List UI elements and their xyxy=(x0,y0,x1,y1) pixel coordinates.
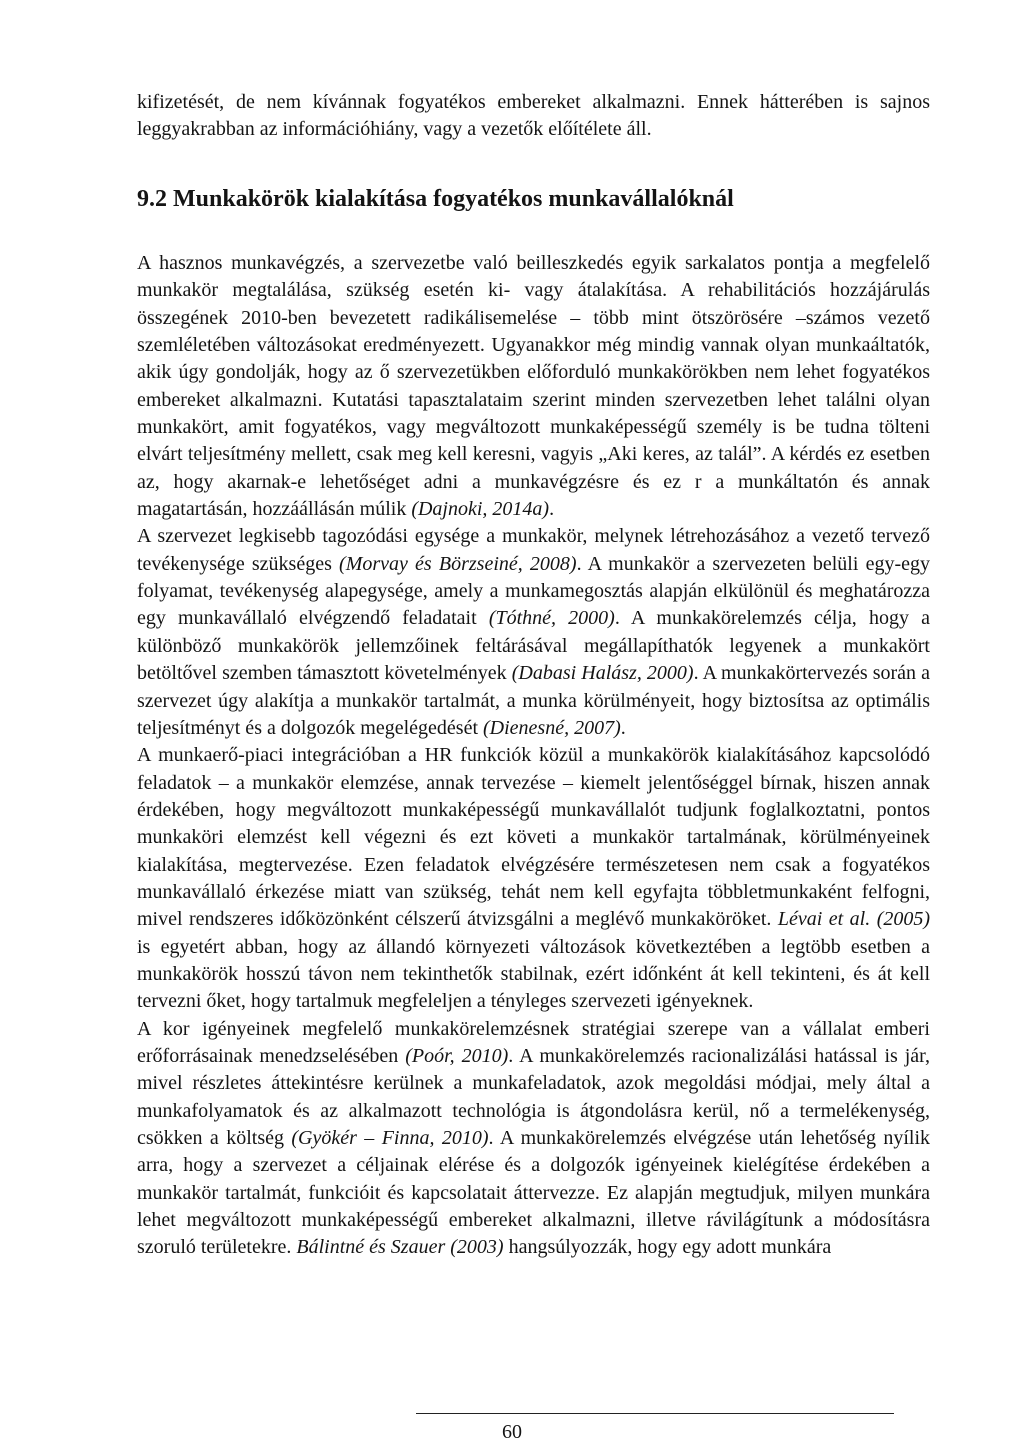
citation: (Poór, 2010) xyxy=(405,1044,509,1067)
text-run: . xyxy=(620,716,626,739)
text-run: . A munkakörelemzés célja, hogy a különböző munkakörök jellemzőinek feltárásával megállapíthatók legyenek a munkakört betöltővel szemben támasztott követelmények xyxy=(137,607,930,685)
text-run: . A munkakörelemzés elvégzése után lehetőség nyílik arra, hogy a szervezet a céljainak elérése és a dolgozók igényeinek kielégítése érdekében a munkakör tartalmát, funkcióit és kapcsolatait áttervezze. Ez alapján megtudjuk, milyen munkára lehet megváltozott munkaképességű embereket alkalmazni, illetve rávilágítunk a módosításra szoruló területekre. xyxy=(137,1127,931,1259)
footnote-divider xyxy=(416,1413,894,1414)
paragraph xyxy=(137,742,930,1015)
page-number: 60 xyxy=(502,1421,522,1443)
citation: (Tóthné, 2000) xyxy=(488,607,615,630)
text-run: . A munkakör a szervezeten belüli egy-egy folyamat, tevékenység alapegysége, amely a munkamegosztás alapján elkülönül és meghatározza egy munkavállaló elvégzendő feladatait xyxy=(137,552,930,630)
citation: Bálintné és Szauer (2003) xyxy=(296,1236,504,1259)
paragraph xyxy=(137,89,930,144)
text-run: is egyetért abban, hogy az állandó környezeti változások következtében a legtöbb esetben a munkakörök hosszú távon nem tekinthetők stabilnak, ezért időnként át kell tekinteni, és át kell tervezni őket, hogy tartalmuk megfeleljen a tényleges szervezeti igényeknek. xyxy=(137,935,930,1013)
text-run: hangsúlyozzák, hogy egy adott munkára xyxy=(503,1236,832,1259)
text-run: A kor igényeinek megfelelő munkakörelemzésnek stratégiai szerepe van a vállalat emberi erőforrásainak menedzselésében xyxy=(137,1017,930,1067)
text-run: . A munkakörelemzés racionalizálási hatással is jár, mivel részletes áttekintésre kerülnek a munkafeladatok, azok megoldási módjai, mely által a munkafolyamatok és az alkalmazott technológia is átgondolásra kerül, nő a termelékenység, csökken a költség xyxy=(137,1044,931,1149)
citation: (Dajnoki, 2014a) xyxy=(411,498,550,521)
paragraph xyxy=(137,1016,930,1262)
citation: Lévai et al. xyxy=(777,908,871,931)
intro-paragraph xyxy=(137,89,930,144)
text-run: A hasznos munkavégzés, a szervezetbe való beilleszkedés egyik sarkalatos pontja a megfelelő munkakör megtalálása, szükség esetén ki- vagy átalakítása. A rehabilitációs hozzájárulás összegének 2010-ben bevezetett radikálisemelése – több mint ötszörösére –számos vezető szemléletében változásokat eredményezett. Ugyanakkor még mindig vannak olyan munkaáltatók, akik úgy gondolják, hogy az ő szervezetükben előforduló munkakörökben nem lehet fogyatékos embereket alkalmazni. Kutatási tapasztalataim szerint minden szervezetben lehet találni olyan munkakört, amit fogyatékos, vagy megváltozott munkaképességű személy is be tudna tölteni elvárt teljesítmény mellett, csak meg kell keresni, vagyis „Aki keres, az talál”. A kérdés ez esetben az, hogy akarnak-e lehetőséget adni a munkavégzésre és ez r a munkáltatón és annak magatartásán, hozzáállásán múlik xyxy=(137,252,930,521)
text-run: . A munkakörtervezés során a szervezet úgy alakítja a munkakör tartalmát, a munka körülményeit, hogy biztosítsa az optimális teljesítményt és a dolgozók megelégedését xyxy=(137,662,931,739)
paragraph xyxy=(137,250,930,523)
section-body xyxy=(137,250,930,1262)
text-run: A munkaerő-piaci integrációban a HR funkciók közül a munkakörök kialakításához kapcsolódó feladatok – a munkakör elemzése, annak tervezése – kiemelt jelentőséggel bírnak, hiszen annak érdekében, hogy megváltozott munkaképességű munkavállalót tudjunk foglalkoztatni, pontos munkaköri elemzést kell végezni és ezt követi a munkakör tartalmának, körülményeinek kialakítása, megtervezése. Ezen feladatok elvégzésére természetesen nem csak a fogyatékos munkavállaló érkezése miatt van szükség, tehát nem kell egyfajta többletmunkaként felfogni, mivel rendszeres időközönként célszerű átvizsgálni a meglévő munkaköröket. xyxy=(137,744,930,931)
section-heading: 9.2 Munkakörök kialakítása fogyatékos munkavállalóknál xyxy=(137,186,734,212)
citation: (Gyökér – Finna, 2010) xyxy=(291,1127,489,1149)
text-run: kifizetését, de nem kívánnak fogyatékos embereket alkalmazni. Ennek hátterében is sajnos leggyakrabban az információhiány, vagy a vezetők előítélete áll. xyxy=(137,91,930,141)
citation: (Morvay és Börzseiné, 2008) xyxy=(339,552,577,575)
text-run: . xyxy=(549,498,555,521)
citation: (Dabasi Halász, 2000) xyxy=(511,662,694,685)
paragraph xyxy=(137,523,930,742)
citation: (Dienesné, 2007) xyxy=(483,716,621,739)
citation: (2005) xyxy=(876,908,931,931)
text-run: A szervezet legkisebb tagozódási egysége a munkakör, melynek létrehozásához a vezető tervező tevékenysége szükséges xyxy=(137,525,930,575)
